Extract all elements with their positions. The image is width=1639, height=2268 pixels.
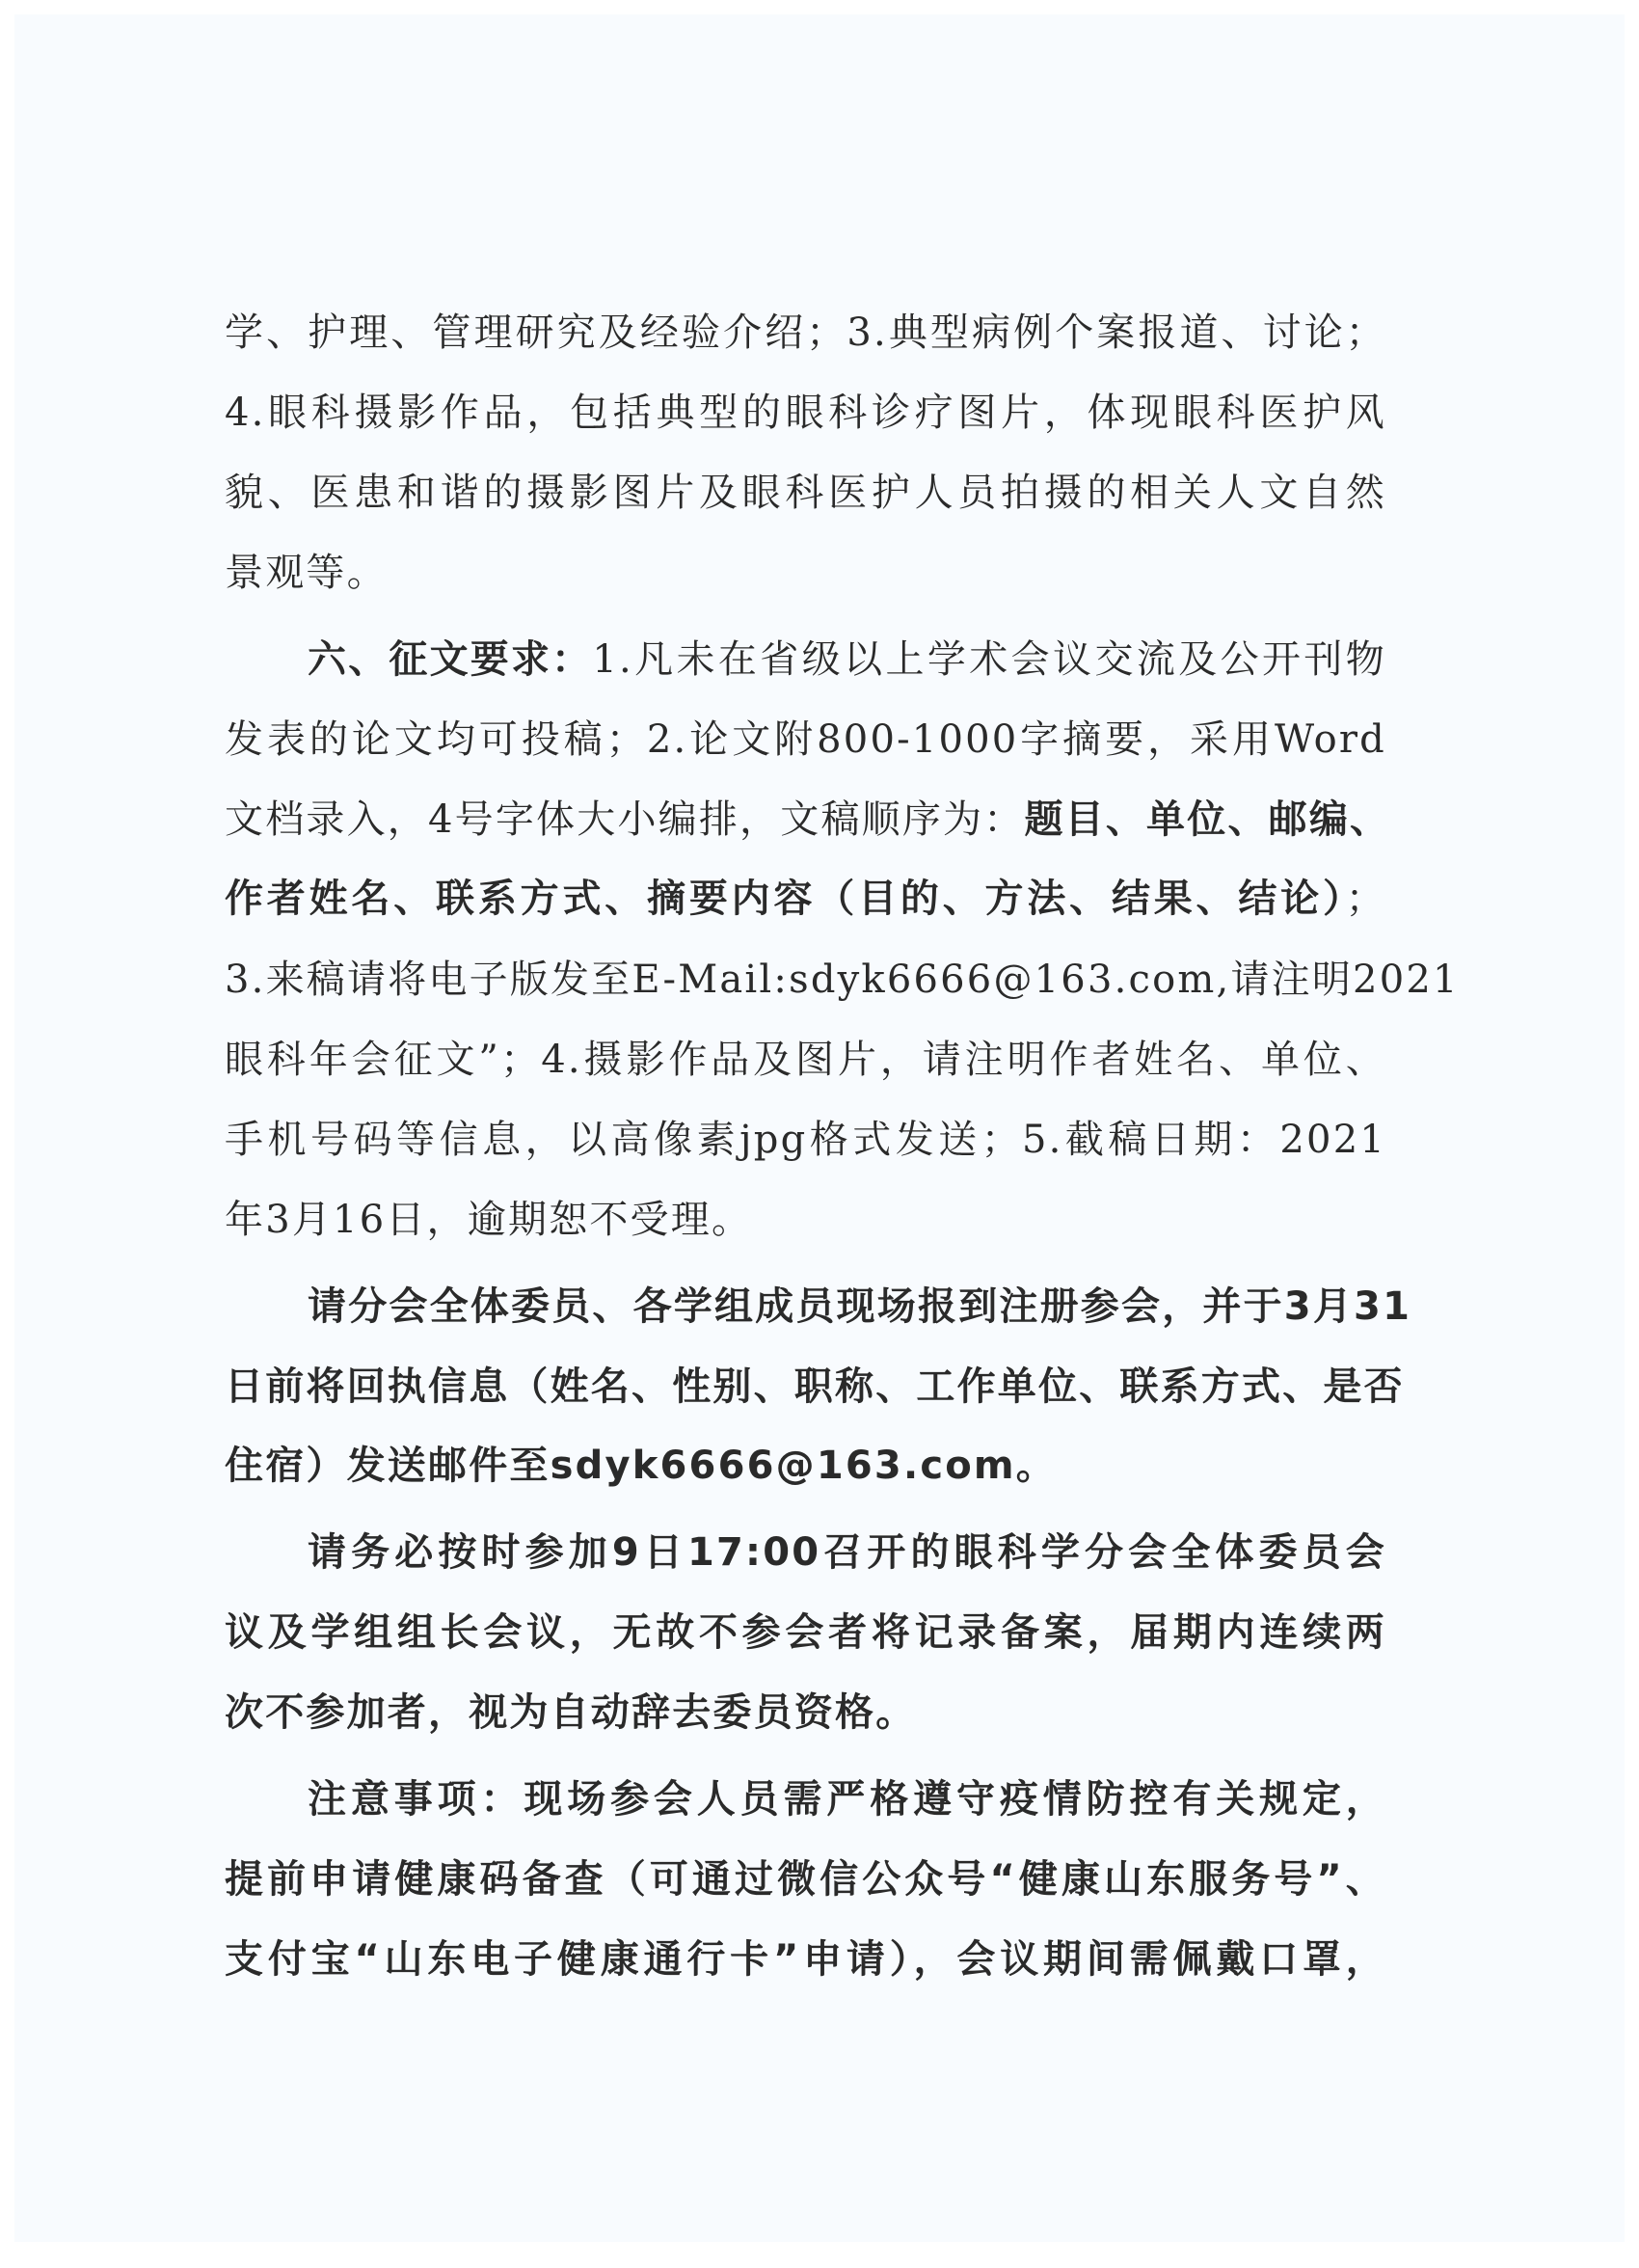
text-line: 4.眼科摄影作品，包括典型的眼科诊疗图片，体现眼科医护风 <box>225 391 1386 435</box>
text-line: 日前将回执信息（姓名、性别、职称、工作单位、联系方式、是否 <box>225 1364 1405 1409</box>
text-line <box>225 791 1391 849</box>
text-line <box>308 631 1386 688</box>
text-line: 请分会全体委员、各学组成员现场报到注册参会，并于3月31 <box>308 1284 1412 1329</box>
text-line: 年3月16日，逾期恕不受理。 <box>225 1198 753 1242</box>
bold-span: 题目、单位、邮编、 <box>1024 797 1391 842</box>
text-line: 3.来稿请将电子版发至E-Mail:sdyk6666@163.com,请注明2021 <box>225 958 1460 1002</box>
text-line: 学、护理、管理研究及经验介绍；3.典型病例个案报道、讨论； <box>225 310 1386 355</box>
text-line: 住宿）发送邮件至sdyk6666@163.com。 <box>225 1444 1058 1488</box>
text-line: 貌、医患和谐的摄影图片及眼科医护人员拍摄的相关人文自然 <box>225 471 1386 515</box>
text-line: 注意事项：现场参会人员需严格遵守疫情防控有关规定， <box>308 1777 1386 1822</box>
text-line: 手机号码等信息，以高像素jpg格式发送；5.截稿日期：2021 <box>225 1118 1386 1162</box>
text-line <box>225 870 1386 928</box>
text-line: 发表的论文均可投稿；2.论文附800-1000字摘要，采用Word <box>225 717 1386 762</box>
text-line: 支付宝“山东电子健康通行卡”申请），会议期间需佩戴口罩， <box>225 1937 1386 1982</box>
text-line: 提前申请健康码备查（可通过微信公众号“健康山东服务号”、 <box>225 1857 1386 1902</box>
text-line: 请务必按时参加9日17:00召开的眼科学分会全体委员会 <box>308 1530 1386 1575</box>
text-line: 眼科年会征文”；4.摄影作品及图片，请注明作者姓名、单位、 <box>225 1038 1386 1082</box>
text-span: ； <box>1345 877 1386 921</box>
text-span: 1.凡未在省级以上学术会议交流及公开刊物 <box>592 637 1386 682</box>
text-line: 次不参加者，视为自动辞去委员资格。 <box>225 1690 917 1735</box>
section-heading: 六、征文要求： <box>308 637 593 682</box>
text-line: 议及学组组长会议，无故不参会者将记录备案，届期内连续两 <box>225 1610 1386 1655</box>
scanned-page <box>14 14 1625 2242</box>
text-line: 景观等。 <box>225 551 388 595</box>
text-span: 文档录入，4号字体大小编排，文稿顺序为： <box>225 797 1025 842</box>
bold-span: 作者姓名、联系方式、摘要内容（目的、方法、结果、结论） <box>225 877 1346 921</box>
